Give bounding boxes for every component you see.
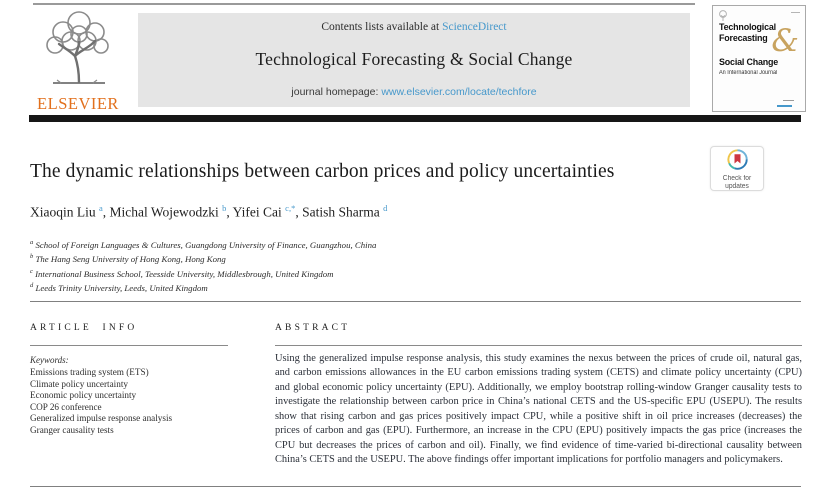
abstract-rule [275, 345, 802, 346]
cover-title-line2: Forecasting [719, 32, 768, 44]
contents-prefix: Contents lists available at [321, 21, 443, 33]
homepage-line [138, 86, 690, 98]
keyword-item: Economic policy uncertainty [30, 390, 137, 401]
cover-title-line1: Technological [719, 22, 776, 33]
keywords-label: Keywords: [30, 355, 69, 365]
check-updates-label: Check for updates [722, 175, 752, 190]
journal-header-box [138, 13, 690, 107]
cover-publisher-mark [777, 105, 792, 107]
author-name: Xiaoqin Liu [30, 204, 99, 220]
article-info-rule [30, 345, 228, 346]
elsevier-wordmark: ELSEVIER [37, 94, 119, 113]
affiliation-line: $^a$ School of Foreign Languages & Cultures, Guangdong University of Finance, Guangzhou, China [30, 239, 377, 250]
contents-line [138, 21, 690, 33]
sciencedirect-link[interactable]: ScienceDirect [442, 21, 507, 33]
author-name: Michal Wojewodzki [109, 204, 223, 220]
affiliation-marker: d [30, 281, 34, 289]
affiliation-line: $^d$ Leeds Trinity University, Leeds, United Kingdom [30, 281, 208, 293]
journal-cover-thumbnail[interactable] [712, 5, 806, 112]
author-affiliation-ref[interactable]: a [99, 203, 103, 213]
cover-footer-rule [783, 100, 794, 102]
affiliation-marker: c [30, 267, 33, 275]
cover-mini-tree-icon [718, 10, 728, 22]
affiliation-line: $^c$ International Business School, Teesside University, Middlesbrough, United Kingdom [30, 267, 334, 279]
article-info-heading: ARTICLE INFO [30, 323, 138, 333]
elsevier-logo[interactable] [28, 10, 128, 114]
cover-ampersand: & [771, 23, 799, 59]
keyword-item: Granger causality tests [30, 424, 114, 435]
abstract-text: Using the generalized impulse response analysis, this study examines the nexus between the prices of crude oil, natural gas, and carbon emissions allowances in the EU carbon emissions trading system (CETS) and climate policy uncertainty (CPU) and global economic policy uncertainty (EPU). Additionally, we employ bootstrap rolling-window Granger causality tests to investigate the relationship between carbon price in China’s national CETS and the US-specific EPU (USEPU). The results show that rising carbon and gas prices positively impact CPU, while a positive shift in oil price increases (decreases) the prices of carbon and gas (EPU). Furthermore, an increase in the CPU (EPU) positively impacts the gas price (increases the CPU but decreases the prices of carbon and oil). Finally, we find evidence of time-varied bi-directional causality between China’s CETS and the USEPU. The above findings offer important implications for portfolio managers and policymakers. [275, 353, 802, 466]
journal-title: Technological Forecasting & Social Change [255, 49, 573, 69]
abstract-heading: ABSTRACT [275, 323, 351, 333]
header-divider-bar [29, 115, 801, 122]
keyword-item: COP 26 conference [30, 401, 102, 412]
author-affiliation-ref[interactable]: d [383, 203, 388, 213]
affiliation-marker: a [30, 239, 34, 246]
affiliation-list [30, 237, 730, 294]
article-title: The dynamic relationships between carbon prices and policy uncertainties [30, 161, 615, 182]
cover-issue-mark [791, 12, 800, 13]
cover-subtitle: An International Journal [719, 70, 778, 76]
header-top-rule [33, 3, 695, 5]
author-line: Xiaoqin Liu $^a$, Michal Wojewodzki $^b$, Yifei Cai $^{c,*}$, Satish Sharma $^d$ [30, 203, 388, 220]
author-name: Satish Sharma [302, 204, 384, 220]
affiliation-line: $^b$ The Hang Seng University of Hong Kong, Hong Kong [30, 253, 226, 265]
homepage-prefix: journal homepage: [291, 86, 382, 98]
keyword-item: Generalized impulse response analysis [30, 413, 173, 424]
affiliation-marker: b [30, 253, 34, 261]
elsevier-tree-icon [37, 10, 119, 88]
page-bottom-rule [30, 486, 801, 487]
journal-homepage-link[interactable]: www.elsevier.com/locate/techfore [381, 86, 537, 98]
author-affiliation-ref[interactable]: b [222, 203, 227, 213]
cover-title-line3: Social Change [719, 57, 779, 68]
author-name: Yifei Cai [232, 204, 286, 220]
cover-title-top [719, 23, 776, 44]
keywords-list [30, 367, 250, 437]
keyword-item: Climate policy uncertainty [30, 378, 128, 389]
section-top-rule [30, 301, 801, 302]
keyword-item: Emissions trading system (ETS) [30, 367, 149, 377]
author-affiliation-ref[interactable]: c,* [285, 203, 296, 213]
